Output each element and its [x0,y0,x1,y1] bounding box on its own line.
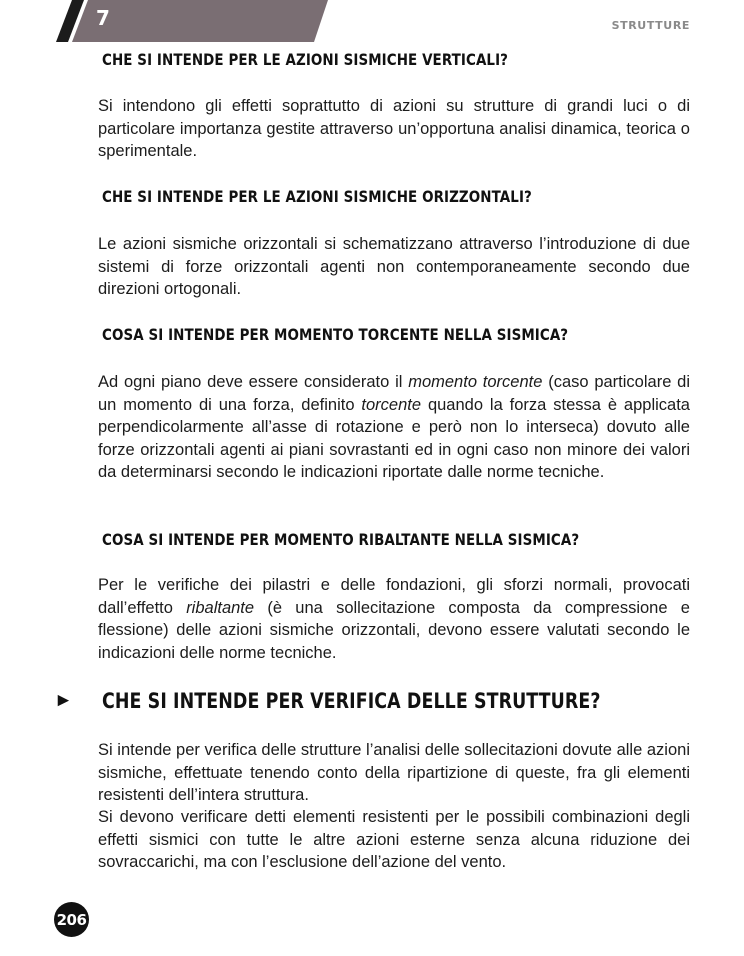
chapter-tab [0,0,340,42]
answer-paragraph [98,371,690,484]
answer-text: Ad ogni piano deve essere considerato il [98,373,409,391]
answer-paragraph [98,806,690,874]
question-heading-vertical: CHE SI INTENDE PER LE AZIONI SISMICHE VERTICALI? [102,50,509,69]
answer-text: Si intendono gli effetti soprattutto di azioni su strutture di grandi luci o di particolare importanza gestite attraverso un’opportuna analisi dinamica, teorica o sperimentale. [98,97,690,160]
running-section-title: STRUTTURE [611,19,690,32]
question-heading-verification: CHE SI INTENDE PER VERIFICA DELLE STRUTTURE? [102,689,601,713]
answer-paragraph [98,739,690,807]
answer-text: Si intende per verifica delle strutture l’analisi delle sollecitazioni dovute alle azioni sismiche, effettuate tenendo conto della ripartizione di queste, fra gli elementi resistenti dell’intera struttura. [98,741,690,804]
italic-term: torcente [361,395,422,414]
answer-text: quando la forza stessa è applicata perpendicolarmente all’asse di rotazione e però non lo interseca) dovuto alle forze orizzontali agenti ai piani sovrastanti ed in ogni caso non minore dei valori da determinarsi secondo le indicazioni riportate dalle norme tecniche. [98,395,690,481]
answer-paragraph [98,95,690,163]
answer-text: Le azioni sismiche orizzontali si schematizzano attraverso l’introduzione di due sistemi di forze orizzontali agenti non contemporaneamente secondo due direzioni ortogonali. [98,235,690,298]
page-number-badge: 206 [54,902,89,937]
answer-text: (caso particolare di un momento di una forza, definito [98,373,691,414]
page-header [0,0,744,42]
answer-text: (è una sollecitazione composta da compressione e flessione) delle azioni sismiche orizzontali, devono essere valutati secondo le indicazioni delle norme tecniche. [98,598,690,662]
question-heading-horizontal: CHE SI INTENDE PER LE AZIONI SISMICHE ORIZZONTALI? [102,187,532,206]
italic-term: ribaltante [186,598,255,617]
question-heading-torque: COSA SI INTENDE PER MOMENTO TORCENTE NELLA SISMICA? [102,325,569,344]
chapter-tab-bar [72,0,328,42]
answer-text: Per le verifiche dei pilastri e delle fondazioni, gli sforzi normali, provocati dall’effetto [98,576,690,617]
answer-paragraph [98,574,690,664]
italic-term: momento torcente [408,373,543,391]
triangle-marker-icon: ► [54,690,73,711]
chapter-number: 7 [96,6,110,30]
answer-text: Si devono verificare detti elementi resistenti per le possibili combinazioni degli effetti sismici con tutte le altre azioni esterne senza alcuna riduzione dei sovraccarichi, ma con l’esclusione dell’azione del vento. [98,808,690,871]
answer-paragraph [98,233,690,301]
question-heading-overturning: COSA SI INTENDE PER MOMENTO RIBALTANTE NELLA SISMICA? [102,530,580,549]
